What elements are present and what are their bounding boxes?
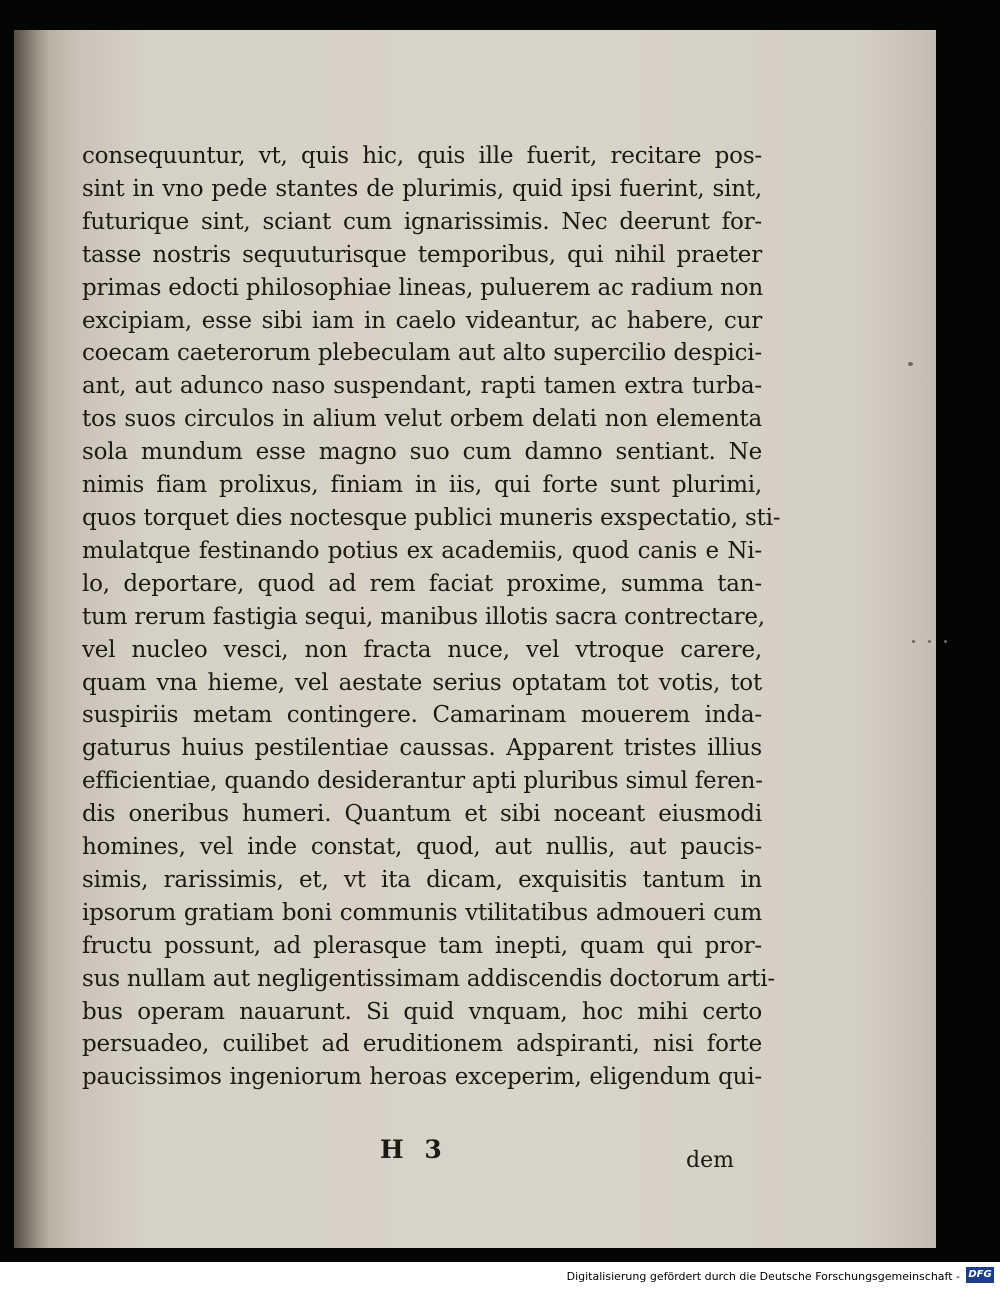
text-line: quam vna hieme, vel aestate serius optatam tot votis, tot [82,669,762,696]
text-line: bus operam nauarunt. Si quid vnquam, hoc mihi certo [82,998,762,1025]
text-line: tos suos circulos in alium velut orbem delati non elementa [82,406,762,433]
text-line: tum rerum fastigia sequi, manibus illotis sacra contrectare, [82,603,765,630]
text-line: efficientiae, quando desiderantur apti pluribus simul feren- [82,768,763,795]
paper-speck [928,640,931,643]
text-line: quos torquet dies noctesque publici muneris exspectatio, sti- [82,504,781,531]
text-line: sus nullam aut negligentissimam addiscendis doctorum arti- [82,965,775,992]
text-line: paucissimos ingeniorum heroas exceperim, eligendum qui- [82,1064,762,1091]
text-line: nimis fiam prolixus, finiam in iis, qui forte sunt plurimi, [82,472,762,499]
text-line: coecam caeterorum plebeculam aut alto supercilio despici- [82,340,762,367]
text-line: fructu possunt, ad plerasque tam inepti, quam qui pror- [82,932,762,959]
text-line: homines, vel inde constat, quod, aut nullis, aut paucis- [82,834,762,861]
paper-speck [908,362,913,366]
dfg-logo: DFG [966,1267,994,1283]
text-line: excipiam, esse sibi iam in caelo videantur, ac habere, cur [82,307,762,334]
text-line: gaturus huius pestilentiae caussas. Apparent tristes illius [82,735,762,762]
text-line: mulatque festinando potius ex academiis, quod canis e Ni- [82,537,762,564]
text-line: ipsorum gratiam boni communis vtilitatibus admoueri cum [82,899,762,926]
text-line: persuadeo, cuilibet ad eruditionem adspiranti, nisi forte [82,1031,762,1058]
text-line: ant, aut adunco naso suspendant, rapti tamen extra turba- [82,373,762,400]
text-line: tasse nostris sequuturisque temporibus, qui nihil praeter [82,241,762,268]
text-line: vel nucleo vesci, non fracta nuce, vel vtroque carere, [82,636,762,663]
text-line: sint in vno pede stantes de plurimis, quid ipsi fuerint, sint, [82,175,762,202]
text-line: dis oneribus humeri. Quantum et sibi noceant eiusmodi [82,801,762,828]
text-line: simis, rarissimis, et, vt ita dicam, exquisitis tantum in [82,866,762,893]
catchword: dem [686,1148,734,1173]
text-line: suspiriis metam contingere. Camarinam mouerem inda- [82,702,762,729]
body-text [82,140,781,1094]
text-line: primas edocti philosophiae lineas, puluerem ac radium non [82,274,763,301]
signature-mark: H 3 [380,1135,448,1164]
text-line: sola mundum esse magno suo cum damno sentiant. Ne [82,439,762,466]
footer-credit: Digitalisierung gefördert durch die Deutsche Forschungsgemeinschaft - [566,1270,960,1283]
spine-shadow [14,30,50,1248]
text-line: consequuntur, vt, quis hic, quis ille fuerit, recitare pos- [82,143,762,169]
text-line: lo, deportare, quod ad rem faciat proxime, summa tan- [82,570,762,597]
paper-speck [944,640,947,643]
paper-speck [912,640,915,643]
text-line: futurique sint, sciant cum ignarissimis. Nec deerunt for- [82,208,762,235]
